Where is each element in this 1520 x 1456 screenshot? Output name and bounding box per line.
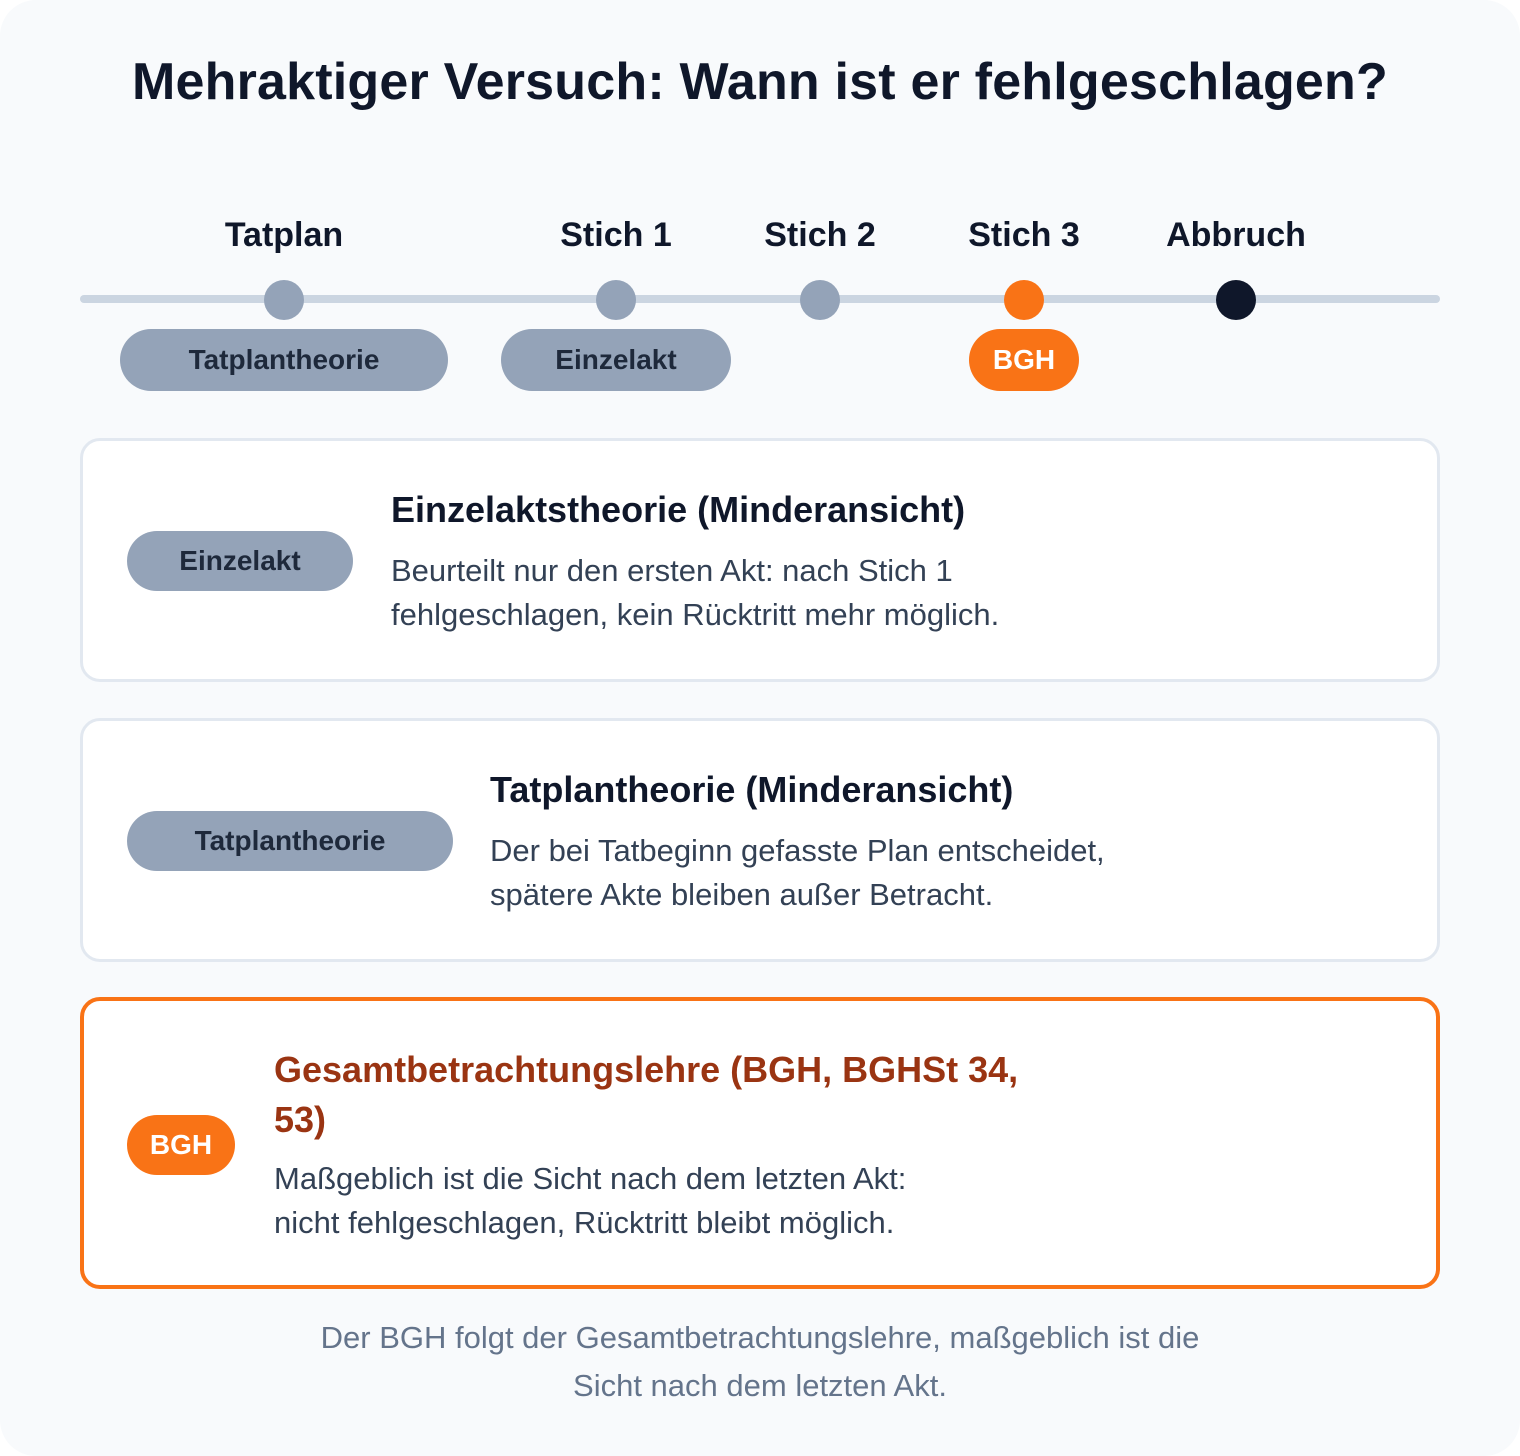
card-badge-einzelakt: Einzelakt <box>127 531 353 591</box>
timeline-step-abbruch-label: Abbruch <box>1166 216 1306 254</box>
timeline-step-stich-1-label: Stich 1 <box>560 216 672 254</box>
card-text-line-1: Beurteilt nur den ersten Akt: nach Stich 1 <box>391 553 953 588</box>
card-gesamtbetrachtungslehre <box>80 997 1440 1289</box>
card-text-line-2: spätere Akte bleiben außer Betracht. <box>490 877 994 912</box>
card-badge-bgh: BGH <box>127 1115 235 1175</box>
footer-line-1: Der BGH folgt der Gesamtbetrachtungslehre, maßgeblich ist die <box>320 1320 1200 1355</box>
timeline-dot-abbruch <box>1216 280 1256 320</box>
timeline-dot-stich-2 <box>800 280 840 320</box>
card-title: Tatplantheorie (Minderansicht) <box>490 769 1014 810</box>
card-title: Einzelaktstheorie (Minderansicht) <box>391 489 966 530</box>
card-text-line-2: fehlgeschlagen, kein Rücktritt mehr möglich. <box>391 597 1000 632</box>
card-einzelaktstheorie <box>80 438 1440 682</box>
timeline-step-stich-2-label: Stich 2 <box>764 216 876 254</box>
card-title-line-1: Gesamtbetrachtungslehre (BGH, BGHSt 34, <box>274 1049 1019 1090</box>
page-title: Mehraktiger Versuch: Wann ist er fehlgeschlagen? <box>131 53 1388 111</box>
footer-note <box>260 1314 1260 1410</box>
marker-tatplantheorie: Tatplantheorie <box>120 329 448 391</box>
card-tatplantheorie <box>80 718 1440 962</box>
card-badge-tatplantheorie: Tatplantheorie <box>127 811 453 871</box>
timeline-step-tatplan-label: Tatplan <box>224 216 344 254</box>
card-text-line-2: nicht fehlgeschlagen, Rücktritt bleibt möglich. <box>274 1205 895 1240</box>
marker-einzelakt: Einzelakt <box>501 329 731 391</box>
marker-bgh: BGH <box>969 329 1079 391</box>
card-title-line-2: 53) <box>274 1099 327 1140</box>
timeline-dot-stich-3 <box>1004 280 1044 320</box>
card-text-line-1: Der bei Tatbeginn gefasste Plan entscheidet, <box>490 833 1105 868</box>
footer-line-2: Sicht nach dem letzten Akt. <box>573 1368 947 1403</box>
timeline-dot-stich-1 <box>596 280 636 320</box>
timeline-dot-tatplan <box>264 280 304 320</box>
timeline-step-stich-3-label: Stich 3 <box>968 216 1080 254</box>
card-text-line-1: Maßgeblich ist die Sicht nach dem letzten Akt: <box>274 1161 907 1196</box>
